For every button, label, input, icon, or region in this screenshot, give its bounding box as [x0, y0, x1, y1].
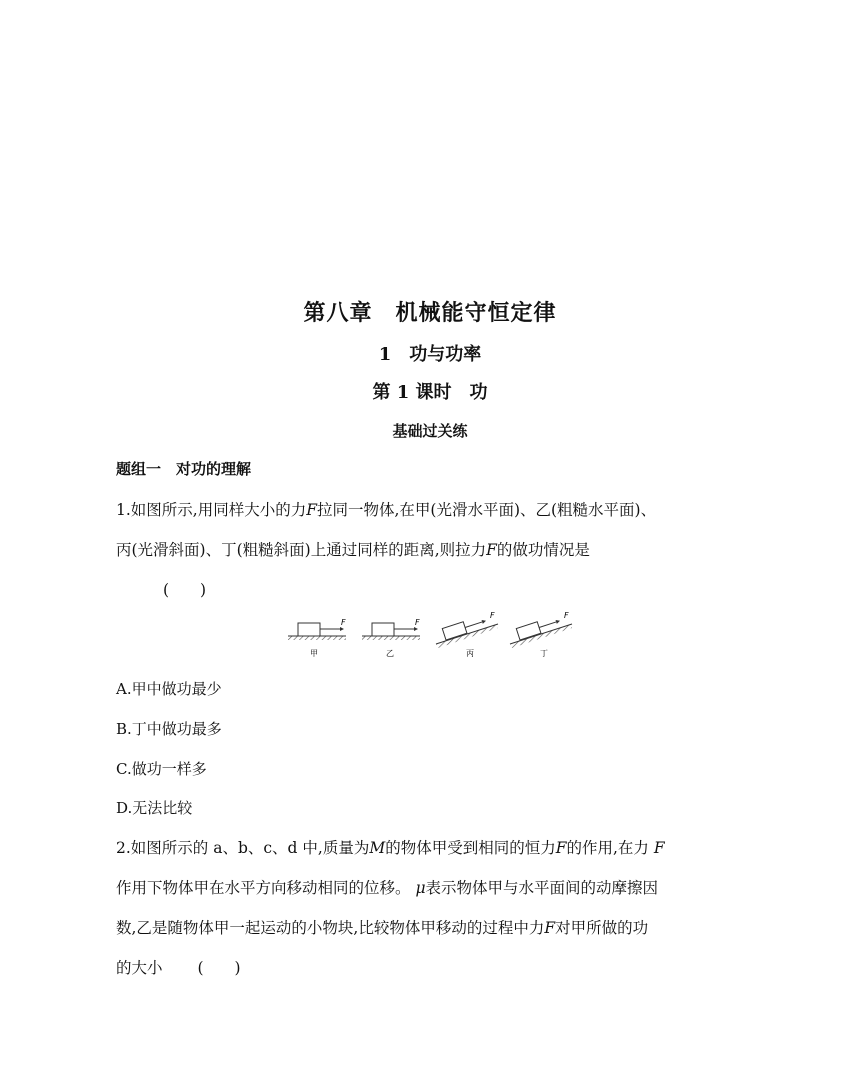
q2-force-symbol-end: F [653, 839, 665, 857]
block-jia [298, 623, 320, 636]
q2-text-2b: 表示物体甲与水平面间的动摩擦因 [425, 879, 659, 897]
q2-line-3 [116, 916, 648, 938]
q2-force-symbol-3: F [544, 919, 556, 937]
q1-option-c: C.做功一样多 [116, 760, 207, 778]
q1-text-1a: 1.如图所示,用同样大小的力 [116, 501, 307, 519]
force-label-jia: F [341, 618, 346, 627]
q1-option-a: A.甲中做功最少 [116, 680, 222, 698]
q1-text-1b: 拉同一物体,在甲(光滑水平面)、乙(粗糙水平面)、 [316, 501, 657, 519]
q1-force-symbol-2: F [486, 541, 497, 559]
label-jia: 甲 [310, 649, 318, 658]
q2-text-4: 的大小 [116, 959, 163, 977]
q2-mass-symbol: M [369, 839, 386, 857]
q1-line-1 [116, 498, 656, 520]
practice-title: 基础过关练 [392, 422, 468, 440]
figure-panel-jia [288, 618, 346, 658]
force-label-yi: F [415, 618, 420, 627]
label-ding: 丁 [540, 649, 548, 658]
q2-text-1a: 2.如图所示的 a、b、c、d 中,质量为 [116, 839, 370, 857]
figure-panel-ding [510, 611, 572, 658]
q1-figure [280, 608, 590, 664]
q1-force-symbol: F [306, 501, 317, 519]
figure-panel-yi [362, 618, 420, 658]
figure-panel-bing [436, 611, 498, 658]
label-bing: 丙 [466, 649, 474, 658]
arrow-icon [482, 619, 487, 624]
force-label-bing: F [490, 611, 495, 620]
q2-text-1b: 的物体甲受到相同的恒力 [385, 839, 556, 857]
arrow-icon [556, 619, 561, 624]
q2-text-2: 作用下物体甲在水平方向移动相同的位移。 [116, 879, 411, 897]
q1-option-b: B.丁中做功最多 [116, 720, 222, 738]
q2-line-1 [116, 836, 665, 858]
group-title: 题组一 对功的理解 [116, 460, 252, 478]
arrow-icon [340, 627, 344, 631]
q2-answer-blank: ( ) [197, 959, 241, 977]
q2-line-4 [116, 956, 241, 978]
q2-mu-symbol: μ [415, 879, 426, 897]
q1-text-2a: 丙(光滑斜面)、丁(粗糙斜面)上通过同样的距离,则拉力 [116, 541, 487, 559]
force-label-ding: F [564, 611, 569, 620]
label-yi: 乙 [386, 649, 394, 658]
block-yi [372, 623, 394, 636]
q1-line-2 [116, 538, 590, 560]
q1-option-d: D.无法比较 [116, 799, 193, 817]
q2-text-1c: 的作用,在力 [566, 839, 649, 857]
chapter-title: 第八章 机械能守恒定律 [303, 300, 557, 326]
q2-force-symbol: F [555, 839, 567, 857]
arrow-icon [414, 627, 418, 631]
q1-answer-blank: ( ) [163, 581, 207, 599]
lesson-title: 第 1 课时 功 [372, 382, 488, 403]
section-title: 1 功与功率 [378, 344, 482, 365]
q2-line-2 [116, 876, 658, 898]
q1-text-2b: 的做功情况是 [496, 541, 590, 559]
q2-text-3a: 数,乙是随物体甲一起运动的小物块,比较物体甲移动的过程中力 [116, 919, 545, 937]
q2-text-3b: 对甲所做的功 [555, 919, 649, 937]
